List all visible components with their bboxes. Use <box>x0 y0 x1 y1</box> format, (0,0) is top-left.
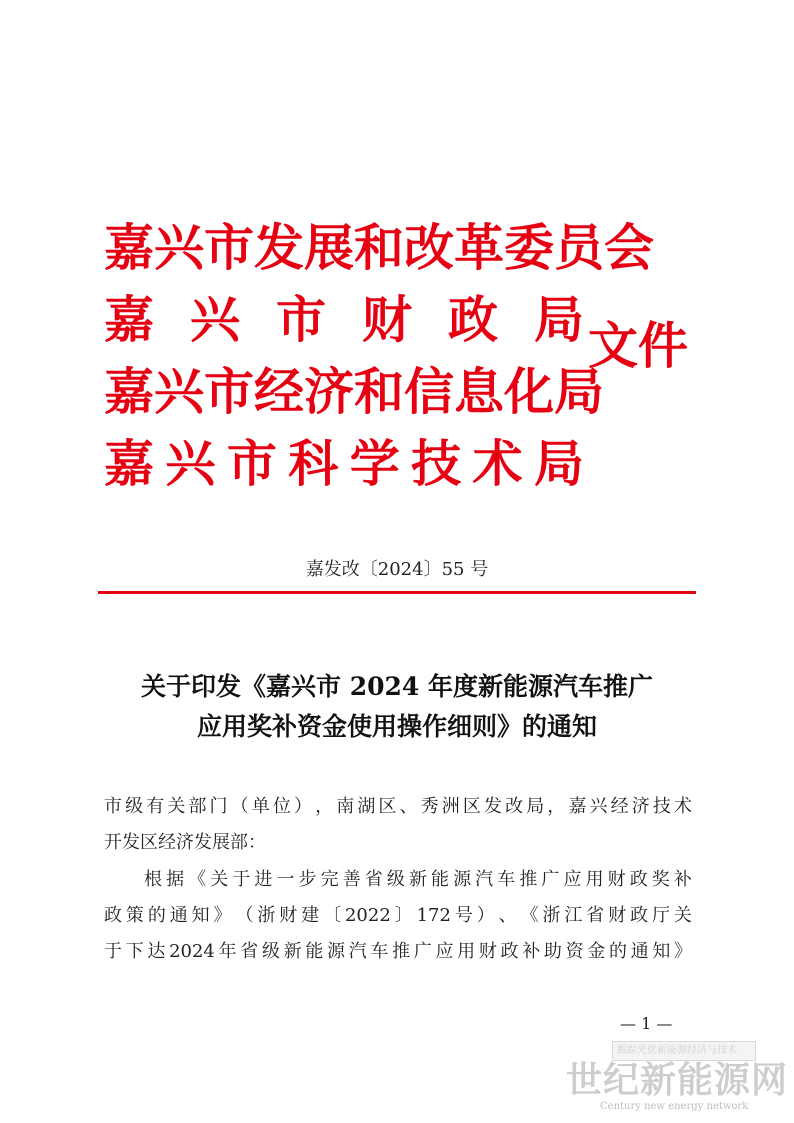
issuer-char: 局 <box>534 290 584 349</box>
text-segment: 南 <box>336 796 355 817</box>
text-segment: 部 <box>188 796 207 817</box>
text-segment: 技 <box>652 796 671 817</box>
issuer-char: 市 <box>204 218 254 277</box>
page-number: — 1 — <box>620 1014 673 1033</box>
watermark-english: Century new energy network <box>600 1101 749 1112</box>
text-segment: 财 <box>478 941 497 962</box>
text-segment: 《 <box>188 869 207 890</box>
text-segment: 知 <box>652 941 671 962</box>
title-line-2: 应用奖补资金使用操作细则》的通知 <box>196 712 597 741</box>
issuer-char: 技 <box>411 434 462 493</box>
issuer-line-4 <box>104 428 584 500</box>
text-segment: 金 <box>587 941 606 962</box>
text-segment: 秀 <box>420 796 439 817</box>
issuer-char: 兴 <box>165 434 216 493</box>
text-segment: 〕 <box>394 905 413 926</box>
issuer-char: 和 <box>354 218 404 277</box>
text-segment: 、 <box>399 796 418 817</box>
text-segment: 关 <box>167 796 186 817</box>
paragraph-line-3 <box>104 934 692 970</box>
text-segment: 2022 <box>344 905 391 926</box>
text-segment: 进 <box>254 869 273 890</box>
issuer-char: 嘉 <box>104 218 154 277</box>
issuer-char: 革 <box>454 218 504 277</box>
text-segment: 知 <box>191 905 210 926</box>
watermark-banner-text: 跟踪光伏新能源经济与技术 <box>617 1045 737 1056</box>
text-segment: 浙 <box>542 905 561 926</box>
text-segment: 步 <box>298 869 317 890</box>
text-segment: 》 <box>213 905 232 926</box>
red-divider <box>98 591 696 594</box>
title-line-1: 关于印发《嘉兴市 2024 年度新能源汽车推广 <box>141 672 653 701</box>
text-segment: 能 <box>431 869 450 890</box>
issuer-char: 市 <box>276 290 326 349</box>
issuer-char: 嘉 <box>104 290 154 349</box>
issuer-char: 济 <box>304 362 354 421</box>
text-segment: 嘉 <box>568 796 587 817</box>
issuer-char: 科 <box>288 434 339 493</box>
issuer-char: 兴 <box>190 290 240 349</box>
text-segment: 应 <box>435 941 454 962</box>
issuer-char: 学 <box>349 434 400 493</box>
text-segment: 经 <box>610 796 629 817</box>
text-segment: 新 <box>408 869 427 890</box>
text-segment: 》 <box>674 941 692 962</box>
issuer-char: 局 <box>533 434 584 493</box>
text-segment: 、 <box>498 905 517 926</box>
text-segment: 济 <box>631 796 650 817</box>
text-segment: 江 <box>564 905 583 926</box>
issuer-char: 财 <box>362 290 412 349</box>
text-segment: 财 <box>607 869 626 890</box>
addressee <box>104 789 692 861</box>
text-segment: 政 <box>630 905 649 926</box>
text-segment: 新 <box>283 941 302 962</box>
text-segment: 发 <box>483 796 502 817</box>
watermark-banner <box>612 1041 756 1061</box>
text-segment: 推 <box>392 941 411 962</box>
issuer-char: 市 <box>226 434 277 493</box>
issuer-char: 经 <box>254 362 304 421</box>
text-segment: 能 <box>305 941 324 962</box>
text-segment: 湖 <box>357 796 376 817</box>
text-segment: 广 <box>541 869 560 890</box>
text-segment: 浙 <box>257 905 276 926</box>
issuer-char: 兴 <box>154 362 204 421</box>
issuer-char: 发 <box>254 218 304 277</box>
text-segment: （ <box>230 796 249 817</box>
issuer-char: 员 <box>554 218 604 277</box>
text-segment: 广 <box>413 941 432 962</box>
text-segment: 有 <box>146 796 165 817</box>
text-segment: 完 <box>320 869 339 890</box>
text-segment: 用 <box>457 941 476 962</box>
text-segment: 〔 <box>323 905 342 926</box>
text-segment: 善 <box>342 869 361 890</box>
text-segment: 财 <box>608 905 627 926</box>
text-segment: 资 <box>565 941 584 962</box>
text-segment: 年 <box>218 941 237 962</box>
text-segment: 政 <box>104 905 122 926</box>
issuer-char: 和 <box>354 362 404 421</box>
text-segment: 省 <box>240 941 259 962</box>
text-segment: 《 <box>520 905 539 926</box>
issuer-char: 嘉 <box>104 434 154 493</box>
issuer-char: 兴 <box>154 218 204 277</box>
body-paragraph <box>104 862 692 970</box>
text-segment: ， <box>315 796 334 817</box>
text-segment: 单 <box>251 796 270 817</box>
text-segment: ） <box>293 796 312 817</box>
watermark-logo: 世纪新能源网 <box>566 1059 789 1101</box>
issuer-char: 信 <box>404 362 454 421</box>
text-segment: 门 <box>209 796 228 817</box>
text-segment: 市 <box>104 796 122 817</box>
issuer-char: 息 <box>454 362 504 421</box>
document-label: 文件 <box>588 316 688 375</box>
text-segment: 政 <box>500 941 519 962</box>
paragraph-line-2 <box>104 898 692 934</box>
document-number: 嘉发改〔2024〕55 号 <box>305 559 489 580</box>
issuer-char: 改 <box>404 218 454 277</box>
text-segment: 级 <box>125 796 144 817</box>
text-segment: 助 <box>543 941 562 962</box>
text-segment: 通 <box>630 941 649 962</box>
issuer-char: 政 <box>448 290 498 349</box>
issuer-line-2 <box>104 284 584 356</box>
issuer-line-3 <box>104 356 604 428</box>
text-segment: 源 <box>327 941 345 962</box>
text-segment: 用 <box>585 869 604 890</box>
text-segment: 建 <box>301 905 320 926</box>
text-segment: 省 <box>586 905 605 926</box>
text-segment: 补 <box>673 869 692 890</box>
text-segment: 奖 <box>651 869 670 890</box>
addressee-line-2: 开发区经济发展部： <box>104 832 266 853</box>
text-segment: 号 <box>454 905 473 926</box>
text-segment: 区 <box>378 796 397 817</box>
text-segment: ， <box>547 796 566 817</box>
text-segment: 局 <box>526 796 545 817</box>
text-segment: 补 <box>522 941 541 962</box>
text-segment: 通 <box>169 905 188 926</box>
text-segment: 省 <box>364 869 383 890</box>
document-title <box>98 667 696 747</box>
text-segment: 汽 <box>348 941 367 962</box>
text-segment: 于 <box>232 869 251 890</box>
text-segment: 172 <box>416 905 451 926</box>
issuer-char: 局 <box>554 362 604 421</box>
text-segment: 区 <box>462 796 481 817</box>
text-segment: 级 <box>386 869 405 890</box>
issuer-char: 术 <box>472 434 523 493</box>
text-segment: 车 <box>370 941 389 962</box>
issuer-line-1 <box>104 212 654 284</box>
text-segment: 关 <box>210 869 229 890</box>
text-segment: 源 <box>453 869 472 890</box>
issuer-char: 化 <box>504 362 554 421</box>
paragraph-line-1 <box>104 862 692 898</box>
text-segment: 达 <box>147 941 166 962</box>
text-segment: 财 <box>279 905 298 926</box>
addressee-line-1 <box>104 789 692 825</box>
text-segment: 的 <box>608 941 627 962</box>
text-segment: 洲 <box>441 796 460 817</box>
text-segment: 于 <box>104 941 122 962</box>
text-segment: 厅 <box>652 905 671 926</box>
text-segment: （ <box>235 905 254 926</box>
text-segment: 术 <box>673 796 692 817</box>
text-segment: 位 <box>272 796 291 817</box>
text-segment: 下 <box>125 941 144 962</box>
issuer-char: 嘉 <box>104 362 154 421</box>
issuer-char: 会 <box>604 218 654 277</box>
text-segment: 策 <box>125 905 144 926</box>
text-segment: 根 <box>144 869 162 890</box>
text-segment: 应 <box>563 869 582 890</box>
text-segment: 车 <box>497 869 516 890</box>
text-segment: 关 <box>673 905 692 926</box>
text-segment: 据 <box>166 869 185 890</box>
text-segment: 政 <box>629 869 648 890</box>
issuer-char: 委 <box>504 218 554 277</box>
text-segment: 2024 <box>169 941 215 962</box>
text-segment: 级 <box>261 941 280 962</box>
text-segment: ） <box>476 905 495 926</box>
text-segment: 兴 <box>589 796 608 817</box>
text-segment: 汽 <box>475 869 494 890</box>
issuer-char: 展 <box>304 218 354 277</box>
issuer-char: 市 <box>204 362 254 421</box>
text-segment: 推 <box>519 869 538 890</box>
text-segment: 一 <box>276 869 295 890</box>
text-segment: 改 <box>505 796 524 817</box>
text-segment: 的 <box>147 905 166 926</box>
